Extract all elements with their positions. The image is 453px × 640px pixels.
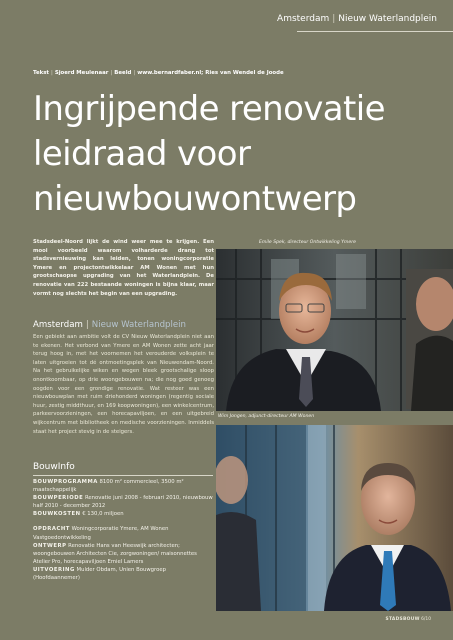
footer-page: 6/10 <box>421 617 431 622</box>
section-separator: | <box>85 320 89 330</box>
section-heading <box>33 320 186 330</box>
credits-sep-3: | <box>133 70 136 76</box>
intro-paragraph: Stadsdeel-Noord lijkt de wind weer mee te krijgen. Een mooi voorbeeld waarom volharderde drang tot stadsvernieuwing kan leiden, tonen woningcorporatie Ymere en projectontwikkelaar AM Wonen met hun grootschaopse upgrading van het Waterlandplein. De renovatie van 222 bestaande woningen is bijna klaar, maar vormt nog slechts het begin van een upgrading. <box>33 239 214 297</box>
header-separator: | <box>332 14 336 24</box>
photo-wim-jongen <box>216 425 453 611</box>
title-line-2: leidraad voor <box>33 134 251 174</box>
article-title <box>33 87 433 222</box>
bouwinfo-periode-val: Renovatie juni 2008 - februari 2010, nieuwbouw half 2010 - december 2012 <box>33 495 213 510</box>
bouwinfo-programma <box>33 478 214 494</box>
section-place: Nieuw Waterlandplein <box>91 320 186 330</box>
header-city: Amsterdam <box>277 14 330 24</box>
credits-sep-2: | <box>110 70 113 76</box>
footer-magazine: STADSBOUW <box>385 617 420 622</box>
bouwinfo-box <box>33 478 214 582</box>
title-line-3: nieuwbouwontwerp <box>33 179 357 219</box>
section-city: Amsterdam <box>33 320 83 330</box>
bouwinfo-kosten-key: BOUWKOSTEN <box>33 511 81 518</box>
title-line-1: Ingrijpende renovatie <box>33 89 385 129</box>
photo1-illustration <box>216 249 453 411</box>
bouwinfo-uitvoering <box>33 566 214 582</box>
page-footer <box>386 617 432 622</box>
credits-line <box>33 70 284 76</box>
bouwinfo-opdracht <box>33 525 214 541</box>
body-paragraph: Een gebiekt aan ambitie volt de CV Nieuw Waterlandplein niet aan te ekenen. Het verbond van Ymere en AM Wonen zette acht jaar terug hoog in, met het voornemen het verouderde volksplein te laten uitgroeien tot dé ontmoetingsplek van Nieuwendam-Noord. Na het gebruikelijke wiken en wegen bleek grootschalige sloop onontkoombaar, op drie woongebouwen na; die nog goed genoeg oogden voor een grondige renovatie. Wat resteer was een nieuwbouwplan met ruim driehonderd woningen (regentig sociale huur, zestig middthuur, en 169 koopwoningen), een winkelcentrum, parkeervoorzieningen, een horecapaviljoen, en een uitgebreid wijkcentrum met bibliotheek en medische voorzieningen. Inmiddels staat het project stevig in de steigers. <box>33 334 214 435</box>
bouwinfo-uitvoering-key: UITVOERING <box>33 566 75 573</box>
bouwinfo-rule <box>33 475 213 476</box>
bouwinfo-programma-val: 8100 m² commercieel, 3500 m² maatschappelijk <box>33 479 184 494</box>
bouwinfo-kosten-val: € 130,0 miljoen <box>82 511 124 518</box>
header-place: Nieuw Waterlandplein <box>338 14 437 24</box>
credits-beeld-key: Beeld <box>114 70 132 76</box>
bouwinfo-ontwerp <box>33 542 214 566</box>
credits-tekst-val: Sjoerd Meulenaar <box>54 70 109 76</box>
bouwinfo-ontwerp-key: ONTWERP <box>33 542 67 549</box>
bouwinfo-programma-key: BOUWPROGRAMMA <box>33 479 98 485</box>
bouwinfo-periode-key: BOUWPERIODE <box>33 495 84 502</box>
photo-emile-spek <box>216 249 453 411</box>
photo1-caption: Emile Spek, directeur Ontwikkeling Ymere <box>259 240 356 245</box>
header-rule <box>297 31 453 32</box>
credits-sep-1: | <box>51 70 53 76</box>
credits-tekst-key: Tekst <box>33 70 49 76</box>
bouwinfo-uitvoering-val: Mulder Obdam, Unien Bouwgroep (Hoofdaannemer) <box>33 566 166 582</box>
bouwinfo-periode <box>33 494 214 510</box>
photo2-illustration <box>216 425 453 611</box>
bouwinfo-spacer <box>33 518 214 525</box>
bouwinfo-kosten <box>33 510 214 518</box>
photo2-caption: Wim Jongen, adjunct-directeur AM Wonen <box>218 414 315 419</box>
running-header <box>277 14 437 24</box>
bouwinfo-ontwerp-val: Renovatie Hans van Heeswijk architecten; woongebouwen Architecten Cie, zorgwoningen/ maisonnettes Atelier Pro, horecapaviljoen Emiel Lamers <box>33 542 197 565</box>
bouwinfo-opdracht-key: OPDRACHT <box>33 526 70 533</box>
credits-beeld-val: www.bernardfaber.nl; Ries van Wendel de Joode <box>137 70 284 76</box>
bouwinfo-title: BouwInfo <box>33 462 75 472</box>
bouwinfo-opdracht-val: Woningcorporatie Ymere, AM Wonen Vastgoedontwikkeling <box>33 526 169 541</box>
